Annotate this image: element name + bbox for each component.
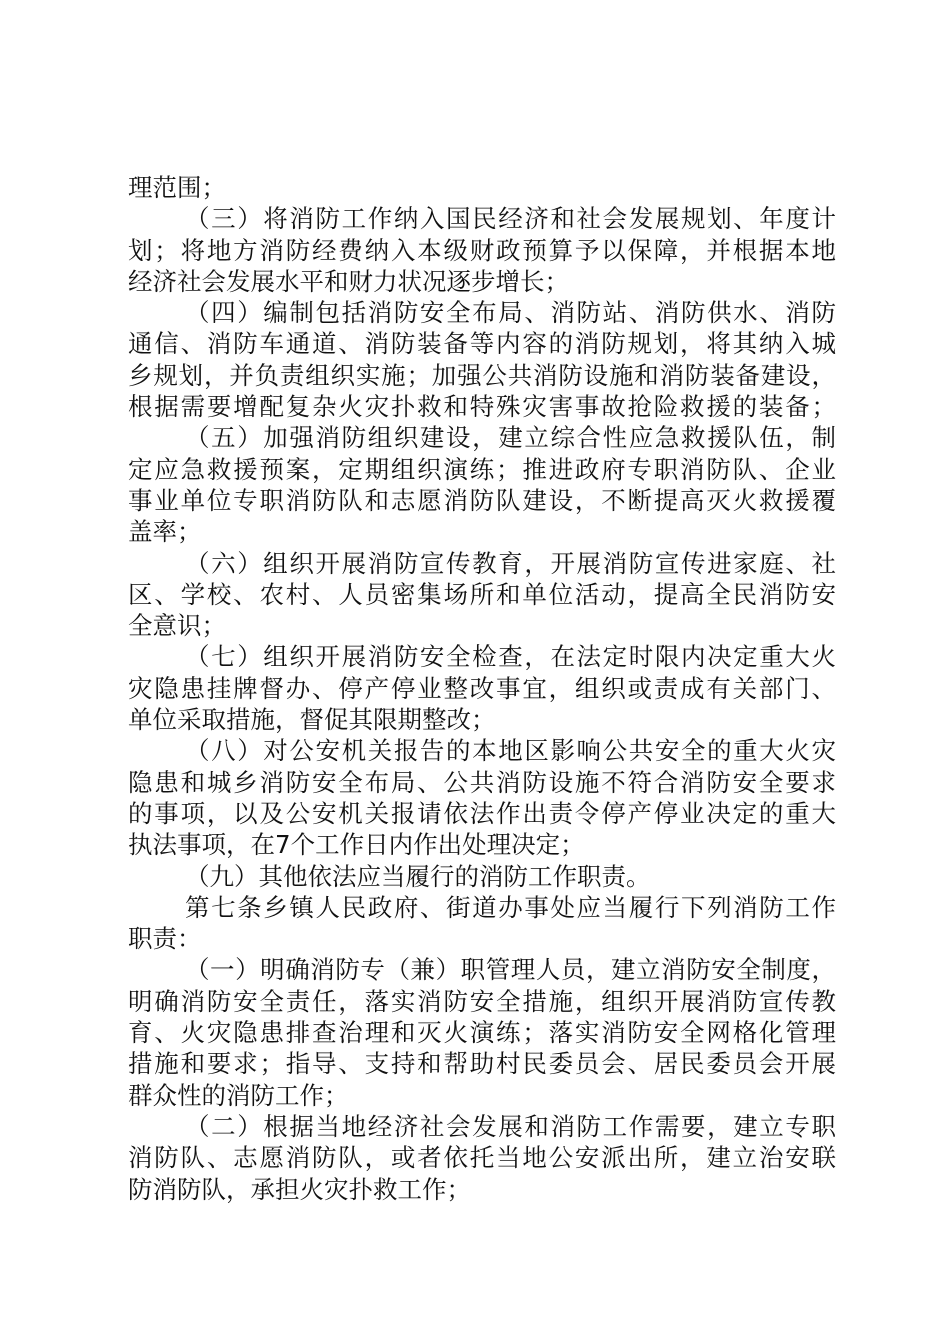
text-line: 灾隐患挂牌督办、停产停业整改事宜，组织或责成有关部门、 <box>128 673 836 703</box>
text-line: （五）加强消防组织建设，建立综合性应急救援队伍，制 <box>185 423 836 453</box>
text-line: 根据需要增配复杂火灾扑救和特殊灾害事故抢险救援的装备； <box>128 392 836 422</box>
text-line: 明确消防安全责任，落实消防安全措施，组织开展消防宣传教 <box>128 986 836 1016</box>
text-line: 全意识； <box>128 611 226 641</box>
text-line: （七）组织开展消防安全检查，在法定时限内决定重大火 <box>185 642 836 672</box>
text-line: 定应急救援预案，定期组织演练；推进政府专职消防队、企业 <box>128 454 836 484</box>
text-line: 经济社会发展水平和财力状况逐步增长； <box>128 266 569 296</box>
text-line: 理范围； <box>128 173 226 202</box>
text-line: （六）组织开展消防宣传教育，开展消防宣传进家庭、社 <box>185 548 836 578</box>
text-line: 防消防队，承担火灾扑救工作； <box>128 1174 471 1204</box>
text-line: 盖率； <box>128 517 202 547</box>
text-line: 育、火灾隐患排查治理和灭火演练；落实消防安全网格化管理 <box>128 1018 836 1048</box>
text-line: （三）将消防工作纳入国民经济和社会发展规划、年度计 <box>185 204 836 234</box>
text-line: 消防队、志愿消防队，或者依托当地公安派出所，建立治安联 <box>128 1143 836 1173</box>
text-line: 划；将地方消防经费纳入本级财政预算予以保障，并根据本地 <box>128 235 836 265</box>
document-page <box>128 172 836 1205</box>
text-line: 区、学校、农村、人员密集场所和单位活动，提高全民消防安 <box>128 579 836 609</box>
text-line: 群众性的消防工作； <box>128 1080 349 1110</box>
text-line: （四）编制包括消防安全布局、消防站、消防供水、消防 <box>185 298 836 328</box>
text-line: 措施和要求；指导、支持和帮助村民委员会、居民委员会开展 <box>128 1049 836 1079</box>
text-line: 职责： <box>128 924 202 954</box>
text-line: （一）明确消防专（兼）职管理人员，建立消防安全制度， <box>185 955 836 985</box>
text-line: （九）其他依法应当履行的消防工作职责。 <box>185 861 651 891</box>
text-line: 执法事项，在7个工作日内作出处理决定； <box>128 830 585 860</box>
text-line: 第七条乡镇人民政府、街道办事处应当履行下列消防工作 <box>185 892 836 922</box>
text-line: 单位采取措施，督促其限期整改； <box>128 705 496 735</box>
text-line: （八）对公安机关报告的本地区影响公共安全的重大火灾 <box>185 736 836 766</box>
text-line: （二）根据当地经济社会发展和消防工作需要，建立专职 <box>185 1111 836 1141</box>
text-line: 事业单位专职消防队和志愿消防队建设，不断提高灭火救援覆 <box>128 485 836 515</box>
text-line: 的事项，以及公安机关报请依法作出责令停产停业决定的重大 <box>128 798 836 828</box>
text-line: 隐患和城乡消防安全布局、公共消防设施不符合消防安全要求 <box>128 767 836 797</box>
text-line: 乡规划，并负责组织实施；加强公共消防设施和消防装备建设， <box>128 360 836 390</box>
text-line: 通信、消防车通道、消防装备等内容的消防规划，将其纳入城 <box>128 329 836 359</box>
